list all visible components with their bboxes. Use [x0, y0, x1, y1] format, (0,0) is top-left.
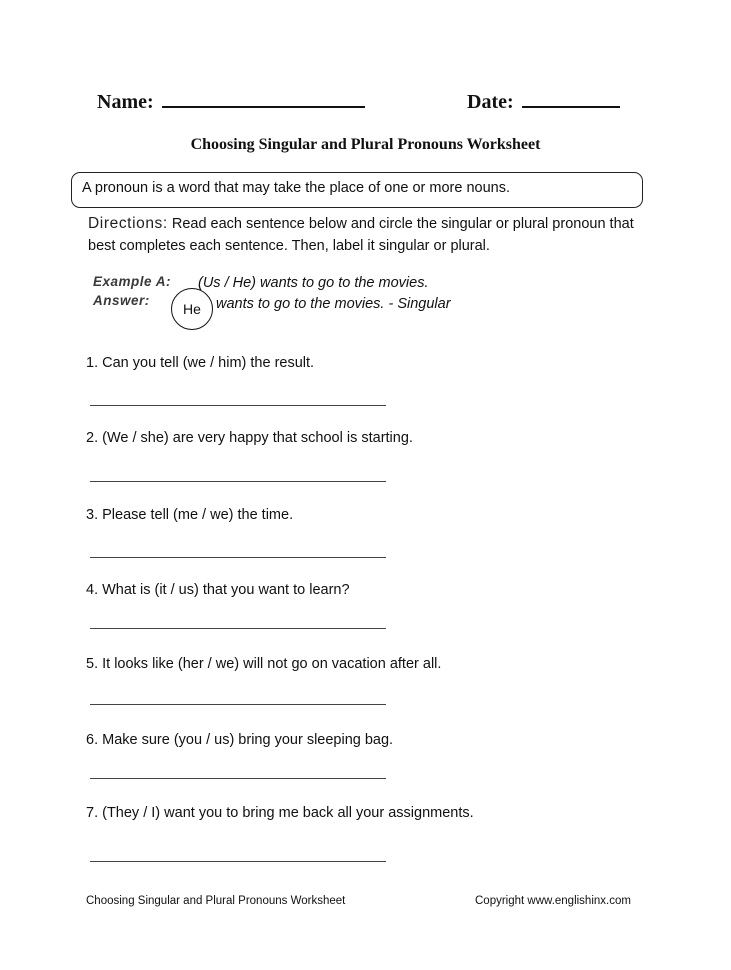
question-4: 4. What is (it / us) that you want to learn? — [86, 582, 350, 598]
date-field[interactable] — [467, 88, 620, 114]
definition-text: A pronoun is a word that may take the place of one or more nouns. — [82, 180, 511, 196]
date-blank[interactable] — [522, 88, 620, 108]
question-7: 7. (They / I) want you to bring me back all your assignments. — [86, 805, 474, 821]
question-3: 3. Please tell (me / we) the time. — [86, 507, 294, 523]
answer-line-5[interactable] — [90, 704, 386, 705]
answer-line-4[interactable] — [90, 628, 386, 629]
answer-rest: wants to go to the movies. - Singular — [216, 296, 451, 312]
directions — [88, 213, 648, 257]
directions-label: Directions: — [88, 215, 168, 232]
name-field[interactable] — [97, 88, 365, 114]
answer-circle — [171, 288, 213, 330]
directions-text: Read each sentence below and circle the singular or plural pronoun that best completes each sentence. Then, label it singular or plural. — [88, 216, 634, 254]
question-1: 1. Can you tell (we / him) the result. — [86, 355, 315, 371]
name-blank[interactable] — [162, 88, 365, 108]
definition-box — [71, 172, 643, 208]
question-5: 5. It looks like (her / we) will not go on vacation after all. — [86, 656, 442, 672]
answer-line-3[interactable] — [90, 557, 386, 558]
answer-line-6[interactable] — [90, 778, 386, 779]
example-label: Example A: — [93, 274, 172, 289]
answer-line-1[interactable] — [90, 405, 386, 406]
worksheet-title: Choosing Singular and Plural Pronouns Worksheet — [190, 136, 541, 153]
circled-word: He — [183, 301, 201, 317]
date-label: Date: — [467, 91, 514, 113]
answer-line-2[interactable] — [90, 481, 386, 482]
example-sentence: (Us / He) wants to go to the movies. — [198, 275, 429, 291]
question-2: 2. (We / she) are very happy that school is starting. — [86, 430, 413, 446]
answer-label: Answer: — [93, 293, 150, 308]
answer-line-7[interactable] — [90, 861, 386, 862]
footer-copyright: Copyright www.englishinx.com — [475, 895, 631, 907]
name-label: Name: — [97, 91, 154, 113]
question-6: 6. Make sure (you / us) bring your sleeping bag. — [86, 732, 394, 748]
footer-title: Choosing Singular and Plural Pronouns Worksheet — [86, 895, 346, 907]
